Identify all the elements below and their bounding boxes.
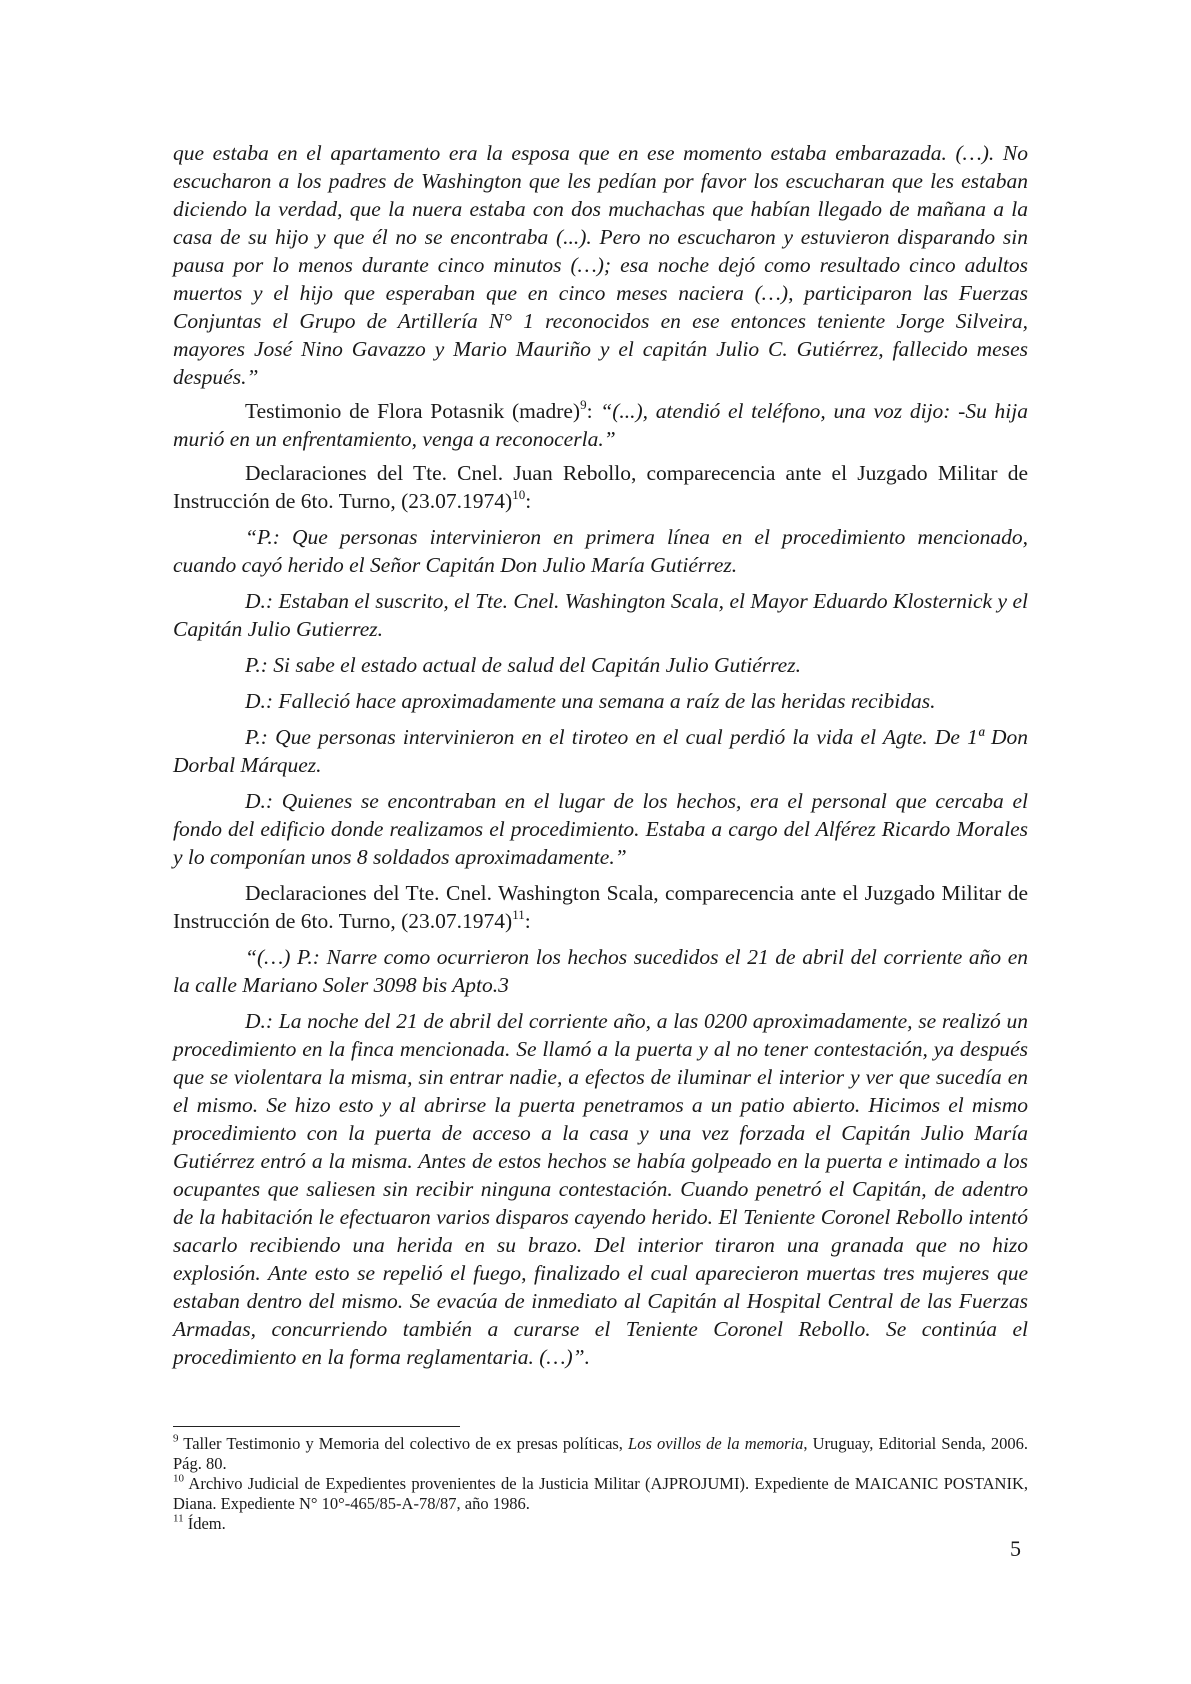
interrogation-question: “(…) P.: Narre como ocurrieron los hechos sucedidos el 21 de abril del corriente año en la calle Mariano Soler 3098 bis Apto.3: [173, 945, 1028, 997]
declaration-heading: Declaraciones del Tte. Cnel. Juan Rebollo, comparecencia ante el Juzgado Militar de Instrucción de 6to. Turno, $(23.07.1974)^{10}$:: [173, 461, 1028, 513]
footnote: $^{10}$ Archivo Judicial de Expedientes provenientes de la Justicia Militar (AJPROJUMI). Expediente de MAICANIC POSTANIK, Diana. Expediente N° 10°-465/85-A-78/87, año 1986.: [173, 1472, 1028, 1513]
interrogation-answer: D.: Quienes se encontraban en el lugar de los hechos, era el personal que cercaba el fondo del edificio donde realizamos el procedimiento. Estaba a cargo del Alférez Ricardo Morales y lo componían unos 8 soldados aproximadamente.”: [173, 789, 1028, 869]
footnotes: [173, 1434, 1028, 1534]
testimony-lead: Testimonio de Flora Potasnik (madre): [245, 399, 581, 423]
declaration-heading: Declaraciones del Tte. Cnel. Washington Scala, comparecencia ante el Juzgado Militar de Instrucción de 6to. Turno, $(23.07.1974)^{11}$:: [173, 881, 1028, 933]
interrogation-answer: D.: Falleció hace aproximadamente una semana a raíz de las heridas recibidas.: [245, 689, 936, 713]
page-number: 5: [1010, 1536, 1021, 1561]
interrogation-question: “P.: Que personas intervinieron en primera línea en el procedimiento mencionado, cuando cayó herido el Señor Capitán Don Julio María Gutiérrez.: [173, 525, 1028, 577]
footnote-divider: [173, 1426, 460, 1427]
book-title: Los ovillos de la memoria: [628, 1434, 804, 1453]
interrogation-question: P.: Si sabe el estado actual de salud del Capitán Julio Gutiérrez.: [245, 653, 801, 677]
footnote-ref[interactable]: 11: [512, 906, 525, 922]
footnote: $^9$ Taller Testimonio y Memoria del colectivo de ex presas políticas, Los ovillos de la memoria, Uruguay, Editorial Senda, 2006. Pág. 80.: [173, 1432, 1028, 1473]
document-body: [173, 139, 1028, 1379]
interrogation-question: P.: Que personas intervinieron en el tiroteo en el cual perdió la vida el Agte. De 1ª Don Dorbal Márquez.: [173, 725, 1028, 777]
footnote: $^{11}$ Ídem.: [173, 1512, 226, 1533]
footnote-ref[interactable]: 9: [580, 396, 587, 412]
interrogation-answer: D.: La noche del 21 de abril del corriente año, a las 0200 aproximadamente, se realizó un procedimiento en la finca mencionada. Se llamó a la puerta y al no tener contestación, ya después que se violentara la misma, sin entrar nadie, a efectos de iluminar el interior y ver que sucedía en el mismo. Se hizo esto y al abrirse la puerta penetramos a un patio abierto. Hicimos el mismo procedimiento con la puerta de acceso a la casa y una vez forzada el Capitán Julio María Gutiérrez entró a la misma. Antes de estos hechos se había golpeado en la puerta e intimado a los ocupantes que saliesen sin recibir ninguna contestación. Cuando penetró el Capitán, de adentro de la habitación le efectuaron varios disparos cayendo herido. El Teniente Coronel Rebollo intentó sacarlo recibiendo una herida en su brazo. Del interior tiraron una granada que no hizo explosión. Ante esto se repelió el fuego, finalizado el cual aparecieron muertas tres mujeres que estaban dentro del mismo. Se evacúa de inmediato al Capitán al Hospital Central de las Fuerzas Armadas, concurriendo también a curarse el Teniente Coronel Rebollo. Se continúa el procedimiento en la forma reglamentaria. (…)”.: [173, 1009, 1028, 1369]
footnote-ref[interactable]: 10: [512, 486, 526, 502]
quoted-paragraph: que estaba en el apartamento era la esposa que en ese momento estaba embarazada. (…). No escucharon a los padres de Washington que les pedían por favor los escucharan que les estaban diciendo la verdad, que la nuera estaba con dos muchachas que habían llegado de mañana a la casa de su hijo y que él no se encontraba (...). Pero no escucharon y estuvieron disparando sin pausa por lo menos durante cinco minutos (…); esa noche dejó como resultado cinco adultos muertos y el hijo que esperaban que en cinco meses naciera (…), participaron las Fuerzas Conjuntas el Grupo de Artillería N° 1 reconocidos en ese entonces teniente Jorge Silveira, mayores José Nino Gavazzo y Mario Mauriño y el capitán Julio C. Gutiérrez, fallecido meses después.”: [173, 141, 1028, 389]
testimony-quote: “(...), atendió el teléfono, una voz dijo: -Su hija murió en un enfrentamiento, venga a reconocerla.”: [173, 399, 1028, 451]
interrogation-answer: D.: Estaban el suscrito, el Tte. Cnel. Washington Scala, el Mayor Eduardo Klosternick y el Capitán Julio Gutierrez.: [173, 589, 1028, 641]
testimony-paragraph: Testimonio de Flora Potasnik (madre)$^9$: “(...), atendió el teléfono, una voz dijo: -Su hija murió en un enfrentamiento, venga a reconocerla.”: [173, 396, 1028, 451]
